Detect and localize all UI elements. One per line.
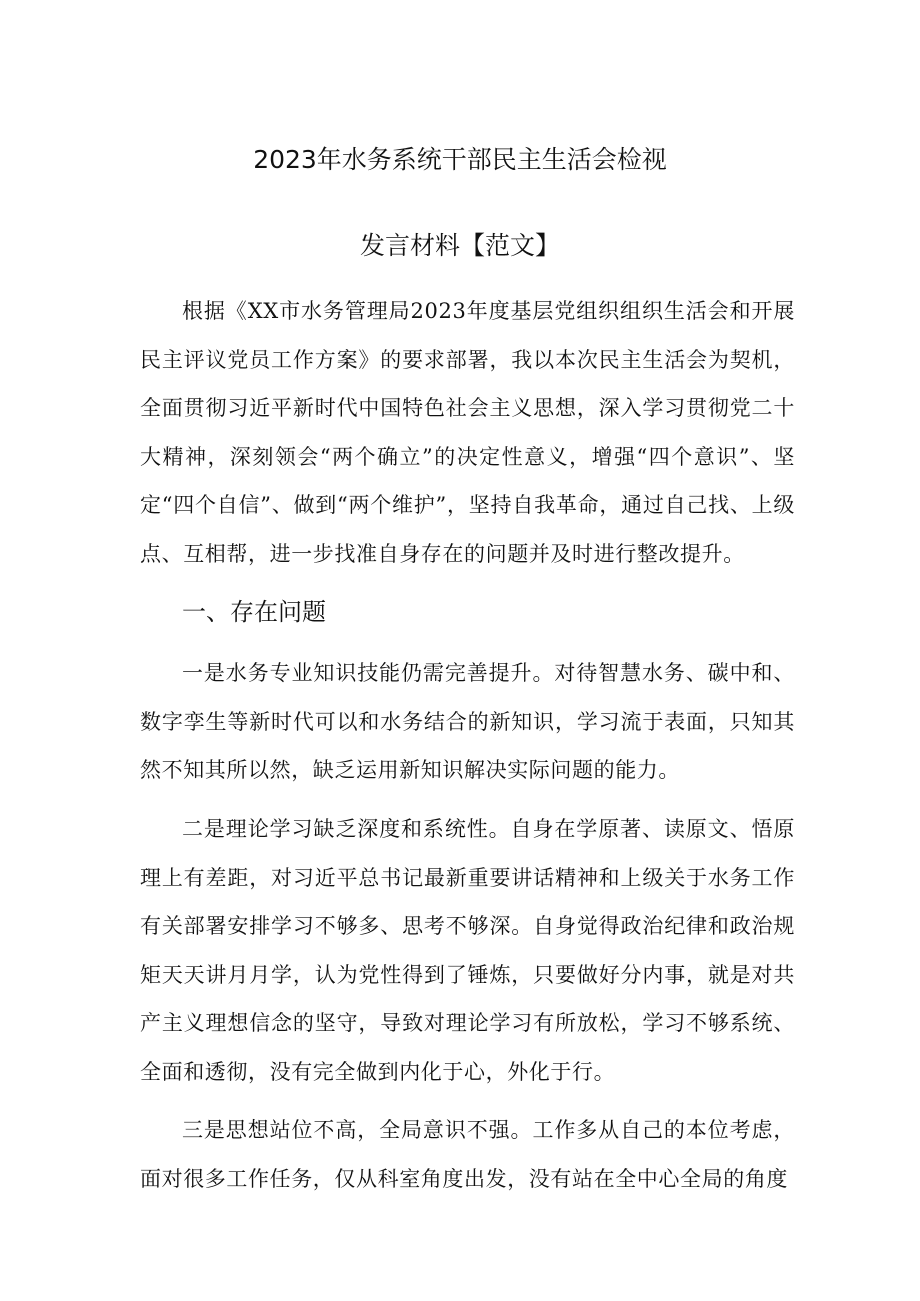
document-title-line-2: 发言材料【范文】 — [359, 231, 560, 260]
problem-paragraph-3: 三是思想站位不高，全局意识不强。工作多从自己的本位考虑，面对很多工作任务，仅从科室角度出发，没有站在全中心全局的角度 — [140, 1118, 795, 1191]
document-title-line-1: 2023年水务系统干部民主生活会检视 — [253, 145, 667, 174]
problem-paragraph-1: 一是水务专业知识技能仍需完善提升。对待智慧水务、碳中和、数字孪生等新时代可以和水务结合的新知识，学习流于表面，只知其然不知其所以然，缺乏运用新知识解决实际问题的能力。 — [140, 661, 795, 782]
intro-paragraph: 根据《XX市水务管理局2023年度基层党组织组织生活会和开展民主评议党员工作方案》的要求部署，我以本次民主生活会为契机，全面贯彻习近平新时代中国特色社会主义思想，深入学习贯彻党二十大精神，深刻领会“两个确立”的决定性意义，增强“四个意识”、坚定“四个自信”、做到“两个维护”，坚持自我革命，通过自己找、上级点、互相帮，进一步找准自身存在的问题并及时进行整改提升。 — [140, 299, 795, 566]
section-heading-problems: 一、存在问题 — [182, 598, 326, 626]
problem-paragraph-2: 二是理论学习缺乏深度和系统性。自身在学原著、读原文、悟原理上有差距，对习近平总书记最新重要讲话精神和上级关于水务工作有关部署安排学习不够多、思考不够深。自身觉得政治纪律和政治规矩天天讲月月学，认为党性得到了锤炼，只要做好分内事，就是对共产主义理想信念的坚守，导致对理论学习有所放松，学习不够系统、全面和透彻，没有完全做到内化于心，外化于行。 — [140, 817, 795, 1084]
